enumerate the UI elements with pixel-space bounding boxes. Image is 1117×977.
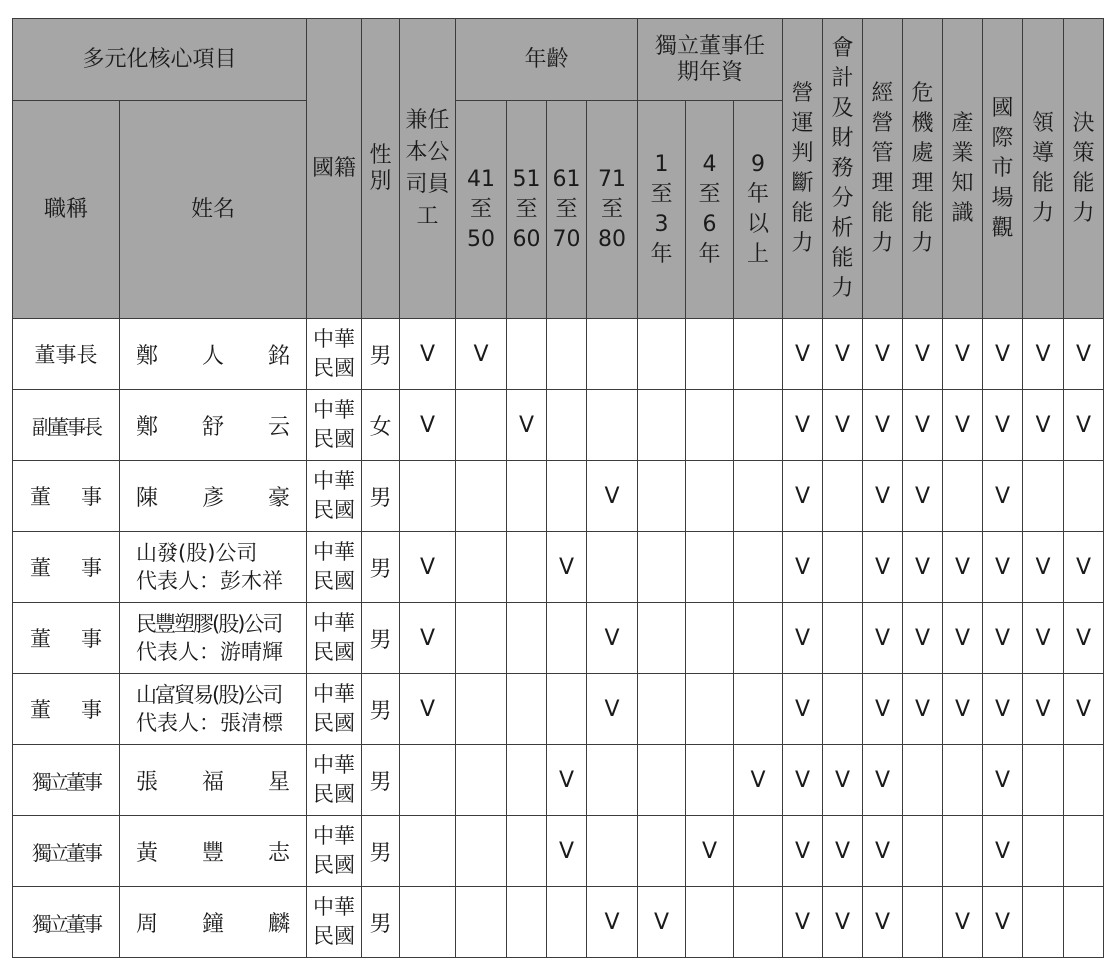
job-title-cell: 董事 [13,532,120,603]
check-mark-cell [587,319,638,390]
check-mark-cell [686,319,734,390]
nationality-cell: 中華民國 [307,745,362,816]
check-mark-cell: V [983,816,1023,887]
check-mark-cell: V [903,603,943,674]
table-row [13,319,1104,390]
check-mark-cell: V [823,745,863,816]
name-cell: 張福星 [120,745,307,816]
check-mark-cell [456,674,507,745]
name-cell: 民豐塑膠(股)公司 代表人：游晴輝 [120,603,307,674]
check-mark-cell: V [983,390,1023,461]
table-row [13,461,1104,532]
check-mark-cell [547,390,587,461]
tenure-group-9-plus: 9年以上 [734,101,783,319]
check-mark-cell: V [638,887,686,958]
check-mark-cell [686,887,734,958]
check-mark-cell: V [547,816,587,887]
check-mark-cell: V [587,603,638,674]
check-mark-cell: V [783,603,823,674]
check-mark-cell: V [1064,532,1104,603]
check-mark-cell: V [456,319,507,390]
check-mark-cell [587,745,638,816]
check-mark-cell: V [983,603,1023,674]
check-mark-cell: V [983,887,1023,958]
check-mark-cell: V [400,319,456,390]
check-mark-cell [903,745,943,816]
check-mark-cell: V [903,390,943,461]
check-mark-cell [587,816,638,887]
nationality-cell: 中華民國 [307,816,362,887]
check-mark-cell [456,745,507,816]
check-mark-cell: V [903,674,943,745]
check-mark-cell [456,816,507,887]
check-mark-cell [1023,745,1064,816]
check-mark-cell: V [903,461,943,532]
check-mark-cell [686,390,734,461]
nationality-cell: 中華民國 [307,603,362,674]
age-header: 年齡 [456,19,638,101]
tenure-group-1-3: 1至3年 [638,101,686,319]
table-row [13,816,1104,887]
table-row [13,532,1104,603]
gender-cell: 男 [362,461,400,532]
check-mark-cell: V [863,461,903,532]
check-mark-cell [686,674,734,745]
check-mark-cell [400,816,456,887]
name-cell: 陳彥豪 [120,461,307,532]
check-mark-cell [1064,887,1104,958]
check-mark-cell: V [863,674,903,745]
check-mark-cell: V [783,390,823,461]
check-mark-cell [1023,887,1064,958]
check-mark-cell [734,319,783,390]
board-diversity-table [12,18,1104,958]
nationality-cell: 中華民國 [307,390,362,461]
check-mark-cell: V [983,674,1023,745]
check-mark-cell: V [587,461,638,532]
check-mark-cell: V [863,390,903,461]
gender-cell: 男 [362,887,400,958]
check-mark-cell [456,390,507,461]
employee-header: 兼任本公司員工 [400,19,456,319]
check-mark-cell [638,461,686,532]
check-mark-cell [734,532,783,603]
check-mark-cell: V [783,461,823,532]
check-mark-cell [507,319,547,390]
check-mark-cell [400,745,456,816]
check-mark-cell: V [400,674,456,745]
age-group-41-50: 41至50 [456,101,507,319]
check-mark-cell: V [823,319,863,390]
check-mark-cell [734,461,783,532]
check-mark-cell: V [943,887,983,958]
gender-cell: 男 [362,532,400,603]
gender-header: 性別 [362,19,400,319]
check-mark-cell: V [400,603,456,674]
check-mark-cell: V [863,603,903,674]
check-mark-cell [1064,461,1104,532]
check-mark-cell [638,603,686,674]
job-title-cell: 董事長 [13,319,120,390]
check-mark-cell: V [943,319,983,390]
check-mark-cell: V [783,319,823,390]
check-mark-cell [686,532,734,603]
check-mark-cell: V [783,816,823,887]
age-group-51-60: 51至60 [507,101,547,319]
name-cell: 周鐘麟 [120,887,307,958]
check-mark-cell: V [823,887,863,958]
check-mark-cell [547,461,587,532]
check-mark-cell [587,532,638,603]
check-mark-cell [686,603,734,674]
job-title-cell: 董事 [13,461,120,532]
check-mark-cell: V [783,532,823,603]
name-cell: 山發(股)公司 代表人：彭木祥 [120,532,307,603]
check-mark-cell: V [943,532,983,603]
check-mark-cell: V [1023,674,1064,745]
check-mark-cell: V [1023,319,1064,390]
check-mark-cell [638,532,686,603]
check-mark-cell [507,532,547,603]
check-mark-cell [507,887,547,958]
check-mark-cell: V [943,603,983,674]
gender-cell: 男 [362,674,400,745]
table-row [13,887,1104,958]
check-mark-cell [638,390,686,461]
check-mark-cell [686,461,734,532]
check-mark-cell [903,887,943,958]
check-mark-cell [823,461,863,532]
tenure-group-4-6: 4至6年 [686,101,734,319]
skill-header-crisis: 危機處理能力 [903,19,943,319]
check-mark-cell [823,674,863,745]
check-mark-cell [734,603,783,674]
check-mark-cell [638,674,686,745]
check-mark-cell [686,745,734,816]
check-mark-cell: V [1023,603,1064,674]
check-mark-cell: V [983,745,1023,816]
check-mark-cell: V [823,390,863,461]
skill-header-industry: 產業知識 [943,19,983,319]
check-mark-cell [903,816,943,887]
check-mark-cell: V [686,816,734,887]
check-mark-cell: V [1064,674,1104,745]
category-header: 多元化核心項目 [13,19,307,101]
check-mark-cell: V [507,390,547,461]
check-mark-cell [943,461,983,532]
skill-header-decision: 決策能力 [1064,19,1104,319]
check-mark-cell: V [1023,532,1064,603]
nationality-header: 國籍 [307,19,362,319]
check-mark-cell: V [1064,390,1104,461]
check-mark-cell: V [863,745,903,816]
job-title-cell: 董事 [13,603,120,674]
check-mark-cell [1064,745,1104,816]
check-mark-cell [1023,816,1064,887]
check-mark-cell: V [400,532,456,603]
name-cell: 黃豐志 [120,816,307,887]
nationality-cell: 中華民國 [307,319,362,390]
check-mark-cell: V [1023,390,1064,461]
check-mark-cell [507,461,547,532]
nationality-cell: 中華民國 [307,461,362,532]
check-mark-cell [734,887,783,958]
check-mark-cell: V [587,887,638,958]
check-mark-cell [943,745,983,816]
check-mark-cell [943,816,983,887]
name-cell: 山富貿易(股)公司 代表人：張清標 [120,674,307,745]
gender-cell: 男 [362,745,400,816]
nationality-cell: 中華民國 [307,887,362,958]
gender-cell: 男 [362,319,400,390]
check-mark-cell [734,390,783,461]
check-mark-cell: V [1064,603,1104,674]
check-mark-cell: V [863,887,903,958]
check-mark-cell: V [943,390,983,461]
gender-cell: 男 [362,603,400,674]
name-header: 姓名 [120,101,307,319]
skill-header-leadership: 領導能力 [1023,19,1064,319]
check-mark-cell [507,745,547,816]
check-mark-cell: V [400,390,456,461]
check-mark-cell: V [783,745,823,816]
check-mark-cell [823,532,863,603]
skill-header-operation: 營運判斷能力 [783,19,823,319]
check-mark-cell [547,887,587,958]
job-title-header: 職稱 [13,101,120,319]
gender-cell: 女 [362,390,400,461]
age-group-71-80: 71至80 [587,101,638,319]
check-mark-cell: V [863,816,903,887]
check-mark-cell: V [983,461,1023,532]
check-mark-cell [400,461,456,532]
job-title-cell: 獨立董事 [13,887,120,958]
name-cell: 鄭舒云 [120,390,307,461]
job-title-cell: 獨立董事 [13,816,120,887]
check-mark-cell: V [547,532,587,603]
check-mark-cell: V [983,319,1023,390]
skill-header-international: 國際市場觀 [983,19,1023,319]
check-mark-cell [507,674,547,745]
check-mark-cell [734,816,783,887]
check-mark-cell [507,816,547,887]
check-mark-cell [734,674,783,745]
check-mark-cell [587,390,638,461]
table-row [13,603,1104,674]
check-mark-cell: V [863,319,903,390]
check-mark-cell: V [734,745,783,816]
nationality-cell: 中華民國 [307,532,362,603]
table-row [13,674,1104,745]
check-mark-cell: V [983,532,1023,603]
check-mark-cell: V [1064,319,1104,390]
check-mark-cell: V [783,674,823,745]
table-body [13,319,1104,958]
job-title-cell: 獨立董事 [13,745,120,816]
check-mark-cell [400,887,456,958]
check-mark-cell [638,816,686,887]
table-row [13,745,1104,816]
check-mark-cell [1023,461,1064,532]
check-mark-cell: V [547,745,587,816]
check-mark-cell [456,532,507,603]
check-mark-cell [823,603,863,674]
check-mark-cell [547,603,587,674]
check-mark-cell [456,603,507,674]
nationality-cell: 中華民國 [307,674,362,745]
check-mark-cell [638,319,686,390]
check-mark-cell: V [903,319,943,390]
check-mark-cell [638,745,686,816]
check-mark-cell: V [587,674,638,745]
check-mark-cell [1064,816,1104,887]
check-mark-cell [507,603,547,674]
name-cell: 鄭人銘 [120,319,307,390]
table-row [13,390,1104,461]
check-mark-cell: V [943,674,983,745]
gender-cell: 男 [362,816,400,887]
check-mark-cell: V [903,532,943,603]
board-diversity-table-container [12,18,1103,964]
check-mark-cell [456,461,507,532]
check-mark-cell: V [823,816,863,887]
check-mark-cell [547,319,587,390]
job-title-cell: 副董事長 [13,390,120,461]
age-group-61-70: 61至70 [547,101,587,319]
check-mark-cell [456,887,507,958]
check-mark-cell: V [783,887,823,958]
tenure-header: 獨立董事任期年資 [638,19,783,101]
check-mark-cell [547,674,587,745]
skill-header-accounting: 會計及財務分析能力 [823,19,863,319]
check-mark-cell: V [863,532,903,603]
job-title-cell: 董事 [13,674,120,745]
skill-header-management: 經營管理能力 [863,19,903,319]
